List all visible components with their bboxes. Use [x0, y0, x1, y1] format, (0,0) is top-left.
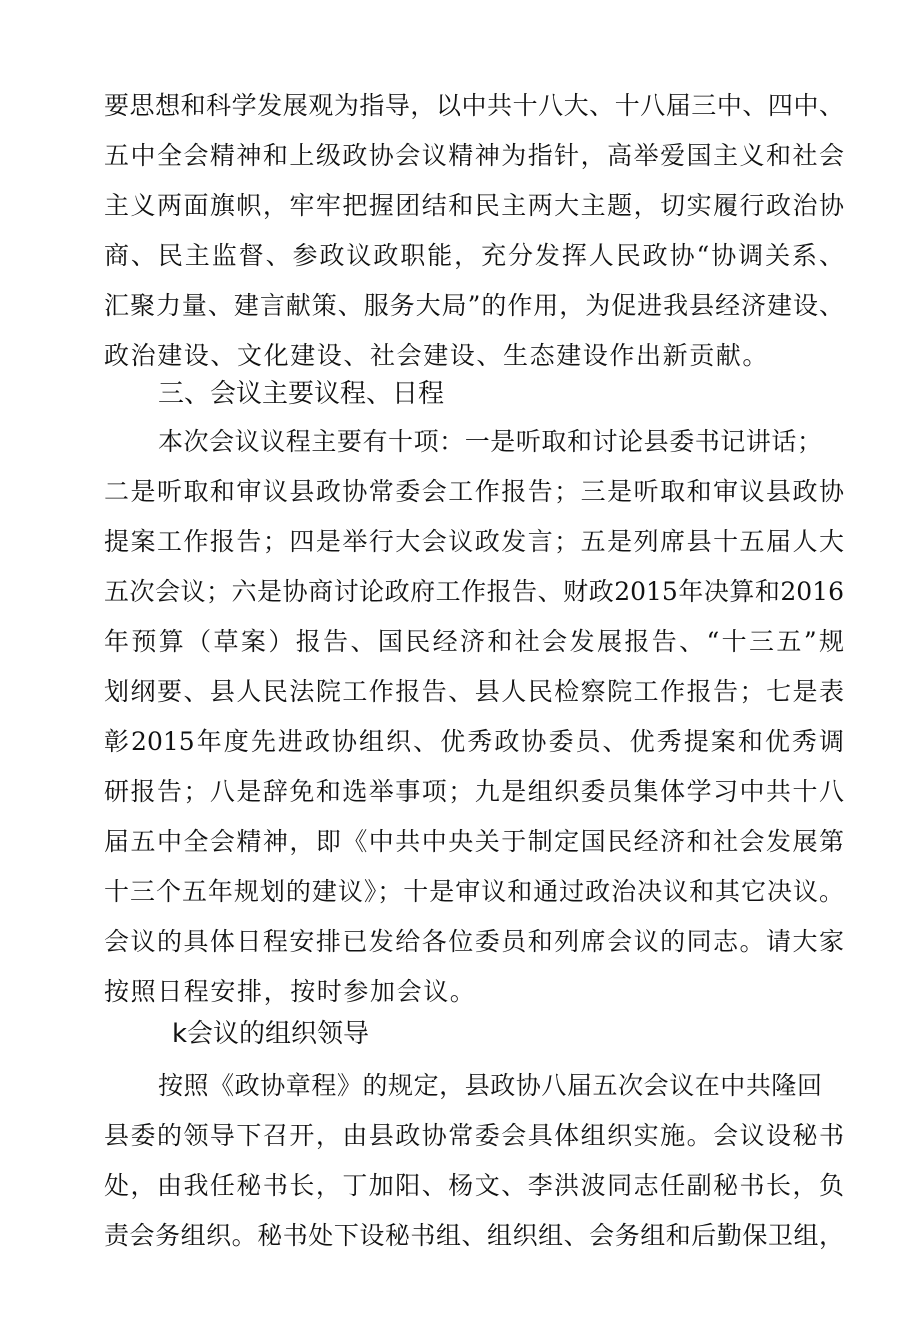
- paragraph-line: 研报告；八是辞免和选举事项；九是组织委员集体学习中共十八: [104, 777, 844, 806]
- paragraph-line: 主义两面旗帜，牢牢把握团结和民主两大主题，切实履行政治协: [104, 191, 844, 220]
- paragraph-line: 政治建设、文化建设、社会建设、生态建设作出新贡献。: [104, 341, 770, 370]
- paragraph-line: 划纲要、县人民法院工作报告、县人民检察院工作报告；七是表: [104, 677, 844, 706]
- paragraph-line: 彰2015年度先进政协组织、优秀政协委员、优秀提案和优秀调: [104, 727, 844, 756]
- section-heading: k会议的组织领导: [172, 1019, 370, 1049]
- paragraph-line: 会议的具体日程安排已发给各位委员和列席会议的同志。请大家: [104, 927, 844, 956]
- paragraph-line: 五中全会精神和上级政协会议精神为指针，高举爱国主义和社会: [104, 141, 844, 170]
- paragraph-line: 处，由我任秘书长，丁加阳、杨文、李洪波同志任副秘书长，负: [104, 1171, 844, 1200]
- paragraph-line: 要思想和科学发展观为指导，以中共十八大、十八届三中、四中、: [104, 91, 844, 120]
- paragraph-line: 五次会议；六是协商讨论政府工作报告、财政2015年决算和2016: [104, 577, 844, 606]
- paragraph-line: 二是听取和审议县政协常委会工作报告；三是听取和审议县政协: [104, 477, 844, 506]
- paragraph-line: 按照《政协章程》的规定，县政协八届五次会议在中共隆回: [158, 1071, 822, 1100]
- paragraph-line: 责会务组织。秘书处下设秘书组、组织组、会务组和后勤保卫组，: [104, 1221, 844, 1250]
- paragraph-line: 商、民主监督、参政议政职能，充分发挥人民政协“协调关系、: [104, 241, 844, 270]
- paragraph-line: 按照日程安排，按时参加会议。: [104, 977, 477, 1006]
- paragraph-line: 汇聚力量、建言献策、服务大局”的作用，为促进我县经济建设、: [104, 291, 844, 320]
- section-heading: 三、会议主要议程、日程: [158, 379, 445, 409]
- paragraph-line: 县委的领导下召开，由县政协常委会具体组织实施。会议设秘书: [104, 1121, 844, 1150]
- paragraph-line: 年预算（草案）报告、国民经济和社会发展报告、“十三五”规: [104, 627, 844, 656]
- paragraph-line: 提案工作报告；四是举行大会议政发言；五是列席县十五届人大: [104, 527, 844, 556]
- paragraph-line: 十三个五年规划的建议》；十是审议和通过政治决议和其它决议。: [104, 877, 844, 906]
- paragraph-line: 本次会议议程主要有十项：一是听取和讨论县委书记讲话；: [158, 427, 822, 456]
- paragraph-line: 届五中全会精神，即《中共中央关于制定国民经济和社会发展第: [104, 827, 844, 856]
